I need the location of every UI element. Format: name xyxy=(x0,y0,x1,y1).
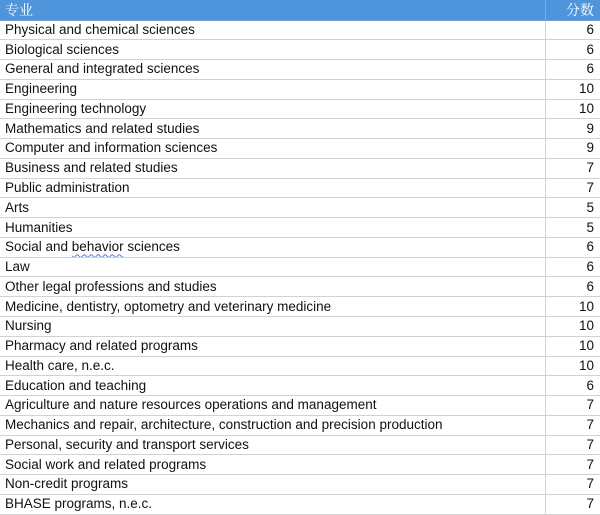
table-header xyxy=(0,0,600,20)
cell-subject[interactable]: Social work and related programs xyxy=(0,455,545,475)
cell-subject[interactable] xyxy=(0,237,545,257)
table-row xyxy=(0,356,600,376)
cell-score[interactable]: 7 xyxy=(545,178,600,198)
table-row xyxy=(0,20,600,40)
cell-subject[interactable]: BHASE programs, n.e.c. xyxy=(0,494,545,514)
cell-score[interactable]: 7 xyxy=(545,415,600,435)
cell-subject[interactable]: Public administration xyxy=(0,178,545,198)
cell-subject[interactable]: Nursing xyxy=(0,316,545,336)
cell-subject[interactable]: Other legal professions and studies xyxy=(0,277,545,297)
cell-score[interactable]: 7 xyxy=(545,435,600,455)
header-row xyxy=(0,0,600,20)
table-row xyxy=(0,119,600,139)
cell-subject[interactable]: Business and related studies xyxy=(0,158,545,178)
cell-score[interactable]: 10 xyxy=(545,316,600,336)
table-row xyxy=(0,376,600,396)
header-cell-score[interactable]: 分数 xyxy=(545,0,600,20)
table-row xyxy=(0,79,600,99)
cell-score[interactable]: 6 xyxy=(545,277,600,297)
cell-score[interactable]: 10 xyxy=(545,356,600,376)
table-row xyxy=(0,297,600,317)
cell-score[interactable]: 6 xyxy=(545,40,600,60)
cell-subject-text: Social and xyxy=(5,239,72,255)
cell-score[interactable]: 5 xyxy=(545,198,600,218)
cell-subject[interactable]: Agriculture and nature resources operations and management xyxy=(0,396,545,416)
cell-score[interactable]: 9 xyxy=(545,119,600,139)
cell-subject-text: sciences xyxy=(123,239,180,255)
cell-score[interactable]: 6 xyxy=(545,20,600,40)
cell-subject[interactable]: Education and teaching xyxy=(0,376,545,396)
cell-subject[interactable]: Personal, security and transport services xyxy=(0,435,545,455)
cell-subject[interactable]: Engineering technology xyxy=(0,99,545,119)
cell-score[interactable]: 6 xyxy=(545,237,600,257)
cell-subject[interactable]: Arts xyxy=(0,198,545,218)
cell-subject[interactable]: Biological sciences xyxy=(0,40,545,60)
cell-subject[interactable]: General and integrated sciences xyxy=(0,60,545,80)
table-row xyxy=(0,415,600,435)
table-body xyxy=(0,20,600,514)
table-row xyxy=(0,218,600,238)
cell-score[interactable]: 7 xyxy=(545,475,600,495)
header-cell-subject[interactable]: 专业 xyxy=(0,0,545,20)
cell-subject[interactable]: Mechanics and repair, architecture, construction and precision production xyxy=(0,415,545,435)
cell-subject[interactable]: Law xyxy=(0,257,545,277)
cell-score[interactable]: 7 xyxy=(545,158,600,178)
cell-score[interactable]: 6 xyxy=(545,376,600,396)
table-row xyxy=(0,336,600,356)
table-row xyxy=(0,277,600,297)
cell-score[interactable]: 10 xyxy=(545,297,600,317)
cell-score[interactable]: 6 xyxy=(545,60,600,80)
table-row xyxy=(0,316,600,336)
cell-subject[interactable]: Physical and chemical sciences xyxy=(0,20,545,40)
table-row xyxy=(0,396,600,416)
cell-subject[interactable]: Computer and information sciences xyxy=(0,139,545,159)
cell-score[interactable]: 7 xyxy=(545,494,600,514)
cell-score[interactable]: 9 xyxy=(545,139,600,159)
table-row xyxy=(0,40,600,60)
table-row xyxy=(0,99,600,119)
table-row xyxy=(0,494,600,514)
cell-subject[interactable]: Pharmacy and related programs xyxy=(0,336,545,356)
cell-subject[interactable]: Mathematics and related studies xyxy=(0,119,545,139)
table-row xyxy=(0,178,600,198)
cell-subject[interactable]: Engineering xyxy=(0,79,545,99)
table-row xyxy=(0,455,600,475)
cell-score[interactable]: 7 xyxy=(545,396,600,416)
cell-subject[interactable]: Health care, n.e.c. xyxy=(0,356,545,376)
table-row xyxy=(0,198,600,218)
table-row xyxy=(0,435,600,455)
cell-subject[interactable]: Non-credit programs xyxy=(0,475,545,495)
cell-score[interactable]: 10 xyxy=(545,336,600,356)
table-row xyxy=(0,475,600,495)
table-row xyxy=(0,139,600,159)
table-row xyxy=(0,60,600,80)
table-row xyxy=(0,158,600,178)
cell-subject[interactable]: Humanities xyxy=(0,218,545,238)
spellcheck-flagged-word: behavior xyxy=(71,239,124,255)
cell-score[interactable]: 6 xyxy=(545,257,600,277)
cell-score[interactable]: 5 xyxy=(545,218,600,238)
table-row xyxy=(0,237,600,257)
cell-score[interactable]: 10 xyxy=(545,79,600,99)
cell-score[interactable]: 7 xyxy=(545,455,600,475)
table-row xyxy=(0,257,600,277)
cell-subject[interactable]: Medicine, dentistry, optometry and veterinary medicine xyxy=(0,297,545,317)
cell-score[interactable]: 10 xyxy=(545,99,600,119)
